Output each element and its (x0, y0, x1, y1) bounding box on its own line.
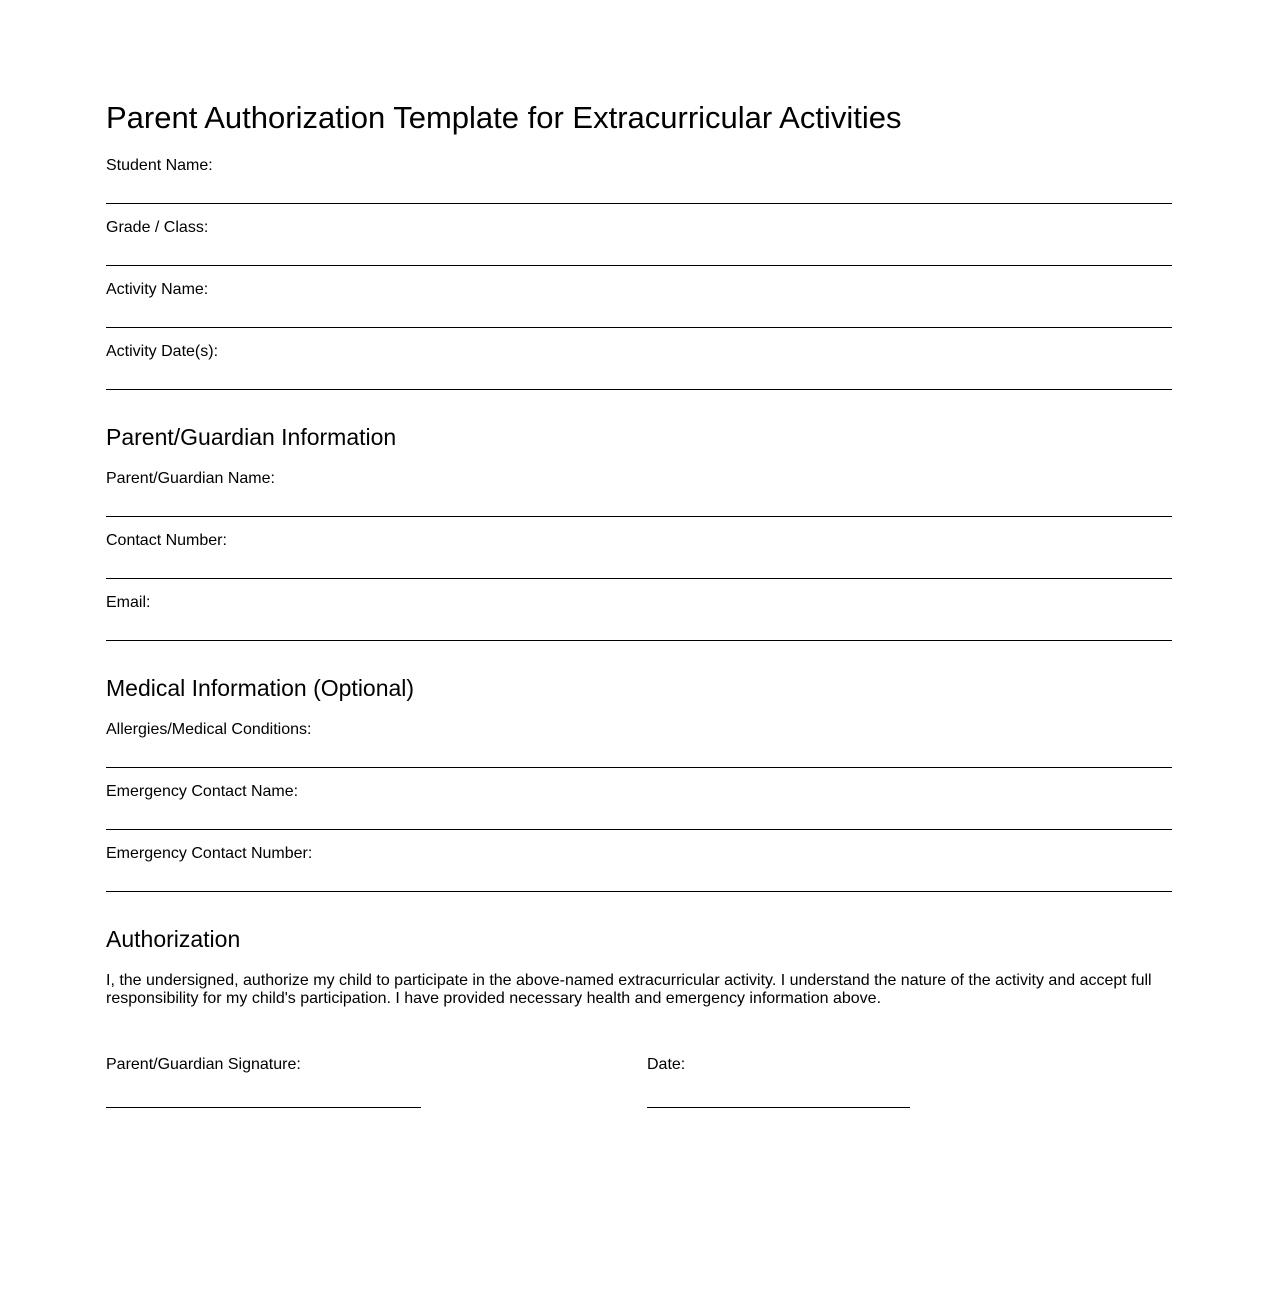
grade-class-field[interactable] (106, 219, 1172, 266)
date-field[interactable] (647, 1056, 910, 1108)
section-heading-authorization: Authorization (106, 926, 241, 952)
field-label: Email: (106, 594, 151, 611)
field-label: Contact Number: (106, 532, 227, 549)
section-heading-medical: Medical Information (Optional) (106, 675, 415, 701)
contact-number-field[interactable] (106, 532, 1172, 579)
field-label: Parent/Guardian Name: (106, 470, 275, 487)
signature-field[interactable] (106, 1056, 421, 1108)
section-heading-parent: Parent/Guardian Information (106, 424, 397, 450)
page-title: Parent Authorization Template for Extracurricular Activities (106, 100, 902, 135)
field-label: Activity Name: (106, 281, 209, 298)
field-label: Activity Date(s): (106, 343, 219, 360)
parent-fields (106, 470, 1172, 641)
emergency-contact-number-field[interactable] (106, 845, 1172, 892)
activity-name-field[interactable] (106, 281, 1172, 328)
authorization-form (106, 100, 1172, 1108)
emergency-contact-name-field[interactable] (106, 783, 1172, 830)
field-label: Allergies/Medical Conditions: (106, 721, 312, 738)
field-label: Emergency Contact Name: (106, 783, 299, 800)
activity-dates-field[interactable] (106, 343, 1172, 390)
medical-fields (106, 721, 1172, 892)
email-field[interactable] (106, 594, 1172, 641)
field-label: Emergency Contact Number: (106, 845, 313, 862)
signature-row (106, 1056, 1172, 1108)
student-fields (106, 157, 1172, 390)
student-name-field[interactable] (106, 157, 1172, 204)
parent-name-field[interactable] (106, 470, 1172, 517)
signature-label: Parent/Guardian Signature: (106, 1056, 301, 1073)
allergies-field[interactable] (106, 721, 1172, 768)
date-label: Date: (647, 1056, 686, 1073)
field-label: Student Name: (106, 157, 213, 174)
authorization-statement: I, the undersigned, authorize my child to participate in the above-named extracurricular activity. I understand the nature of the activity and accept full responsibility for my child's participation. I have provided necessary health and emergency information above. (106, 972, 1152, 1007)
field-label: Grade / Class: (106, 219, 209, 236)
